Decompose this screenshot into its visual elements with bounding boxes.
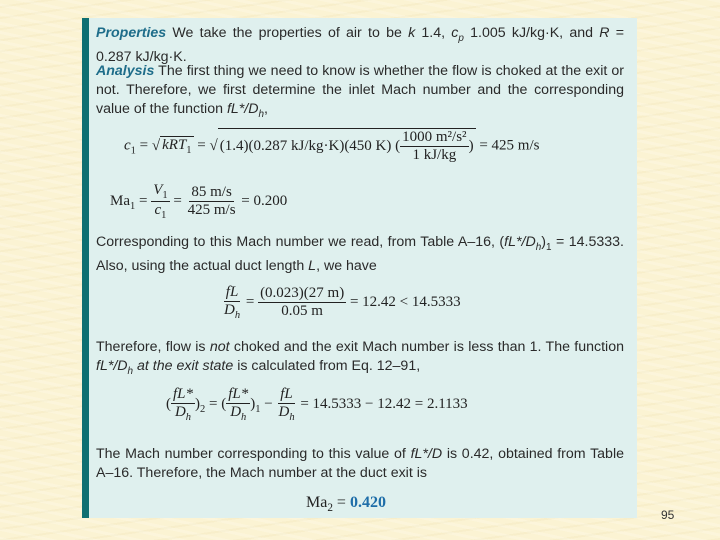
table-lookup-paragraph: Corresponding to this Mach number we read, from Table A–16, $(fL*/D_h)_1 = 14.5333$. Also, using the actual duct length L, we have [96, 234, 624, 274]
duct-friction-equation: $\frac{fL}{D_h}$ = $\frac{(0.023)(27 m)}{0.05 m}$ = 12.42 < 14.5333 [224, 284, 461, 321]
exit-mach-equation: $Ma_2 = 0.420$ [306, 494, 386, 515]
mach-result-paragraph: The Mach number corresponding to this value of fL*/D is 0.42, obtained from Table A–16. Therefore, the Mach number at the duct exit is [96, 446, 624, 481]
sqrt-kRT: √ kRT$_1$ [151, 137, 192, 156]
analysis-label: Analysis [96, 63, 155, 79]
exit-mach-answer: 0.420 [349, 494, 386, 511]
unit-conversion-fraction: $\frac{\text{1000 m²/s²}}{1 kJ/kg}$ [402, 129, 467, 163]
exit-function-equation: ( $\frac{fL*}{D_h}$ )$_2$ = ( $\frac{fL*}{D_h}$ )$_1$ − $\frac{fL}{D_h}$ = 14.5333 − 12.42 = 2.1133 [166, 386, 468, 423]
speed-of-sound-equation: $c_1$ = √ kRT$_1$ = √ (1.4)(0.287 kJ/kg·K)(450 K) ( $\frac{\text{1000 m²/s²}}{1 kJ/kg}$ ) = 425 m/s [124, 129, 540, 163]
properties-paragraph: Properties We take the properties of air to be k 1.4, $c_p$ 1.005 kJ/kg·K, and R = 0.287 kJ/kg·K. [96, 25, 625, 65]
inlet-mach-equation: $Ma_1$ = $\frac{V_1}{c_1}$ = $\frac{85 m/s}{425 m/s}$ = 0.200 [110, 182, 288, 221]
properties-label: Properties [96, 25, 167, 41]
sqrt-numeric: √ (1.4)(0.287 kJ/kg·K)(450 K) ( $\frac{\text{1000 m²/s²}}{1 kJ/kg}$ ) [209, 129, 474, 163]
not-choked-paragraph: Therefore, flow is not choked and the exit Mach number is less than 1. The function $fL*/D_h$ at the exit state is calculated from Eq. 12–91, [96, 339, 624, 377]
analysis-paragraph: Analysis The first thing we need to know is whether the flow is choked at the exit or not. Therefore, we first determine the inlet Mach number and the corresponding value of the function $fL*/D_h$, [96, 63, 624, 120]
panel-left-border [82, 18, 89, 518]
page-number: 95 [661, 508, 675, 522]
